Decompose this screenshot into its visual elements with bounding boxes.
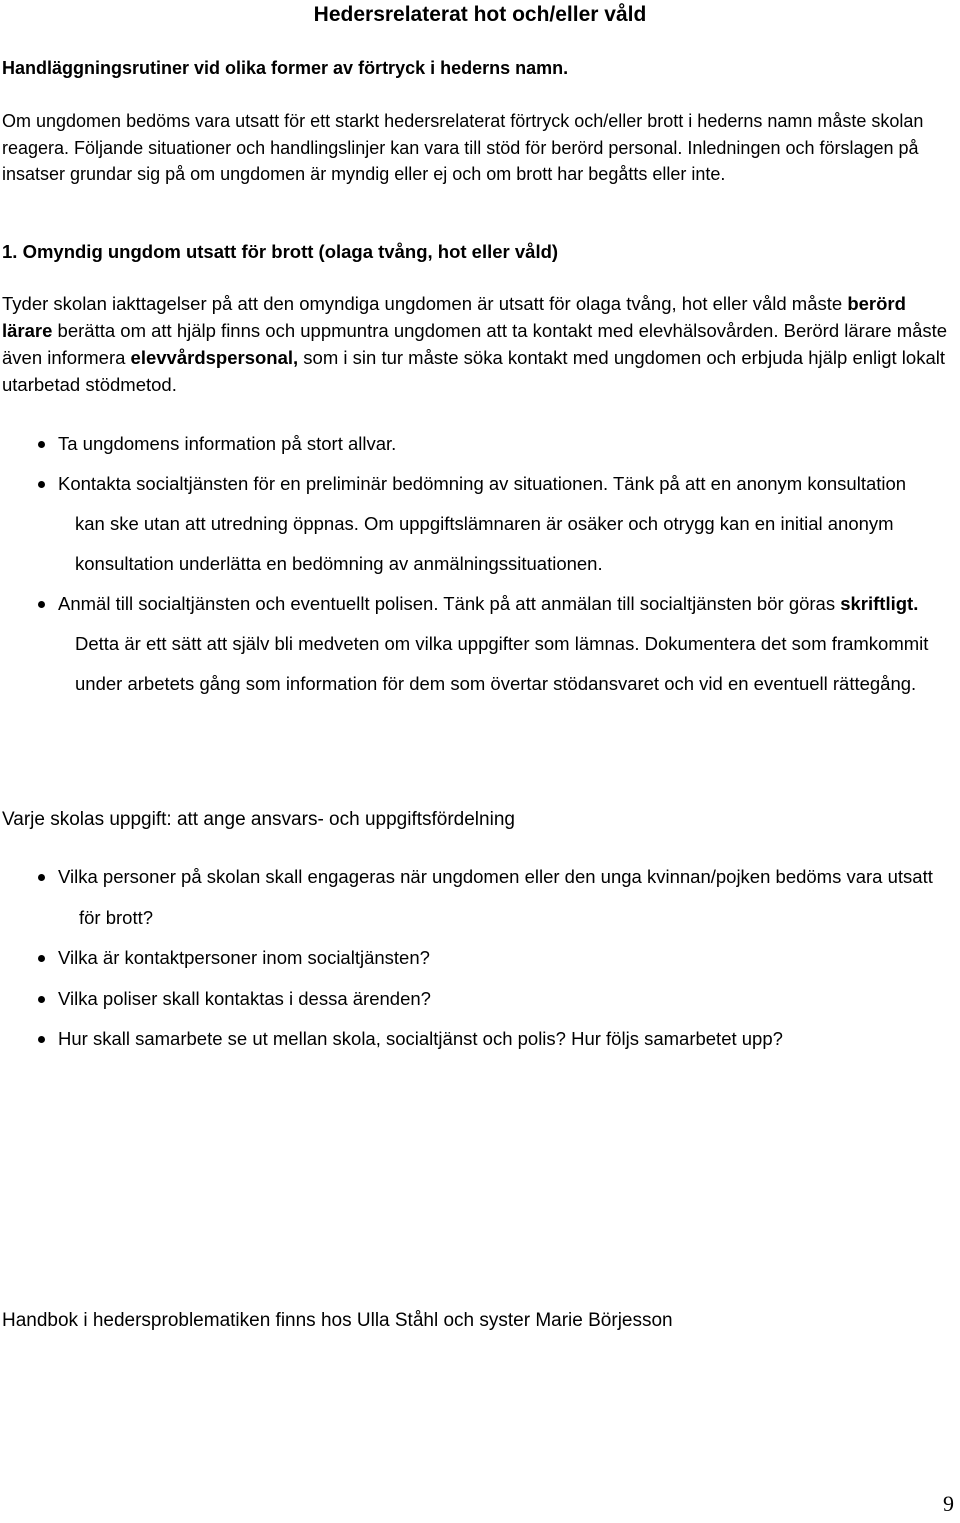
body-text-3: som i sin tur måste söka kontakt med ungdomen och erbjuda hjälp enligt lokalt utarbetad stödmetod. [2,347,945,395]
question-2: Vilka är kontaktpersoner inom socialtjänsten? [58,947,430,968]
school-task-heading: Varje skolas uppgift: att ange ansvars- och uppgiftsfördelning [2,809,515,830]
bullet-icon [38,441,45,448]
question-3: Vilka poliser skall kontaktas i dessa ärenden? [58,987,431,1009]
section-heading: 1. Omyndig ungdom utsatt för brott (olaga tvång, hot eller våld) [2,241,559,262]
action-list [0,424,935,704]
bullet-icon [38,601,45,608]
body-paragraph [2,290,950,398]
list-item [0,1019,945,1060]
list-item [0,464,935,584]
page-number: 9 [943,1491,954,1516]
bullet-icon [38,481,45,488]
action-item-1: Ta ungdomens information på stort allvar. [58,433,397,454]
footer-note: Handbok i hedersproblematiken finns hos Ulla Ståhl och syster Marie Börjesson [2,1310,673,1331]
question-list [0,857,945,1060]
action-item-3-text: Anmäl till socialtjänsten och eventuellt polisen. Tänk på att anmälan till socialtjänsten bör göras [58,593,841,614]
question-1: Vilka personer på skolan skall engageras när ungdomen eller den unga kvinnan/pojken bedöms vara utsatt för brott? [58,866,933,928]
bullet-icon [38,1036,45,1043]
action-item-3-bold: skriftligt. [840,593,919,614]
bullet-icon [38,996,45,1003]
list-item [0,857,945,938]
body-text-2: berätta om att hjälp finns och uppmuntra ungdomen att ta kontakt med elevhälsovården. Berörd lärare måste även informera [2,320,948,368]
action-item-2: Kontakta socialtjänsten för en preliminär bedömning av situationen. Tänk på att en anonym konsultation kan ske utan att utredning öppnas. Om uppgiftslämnaren är osäker och otrygg kan en initial anonym konsultation underlätta en bedömning av anmälningssituationen. [58,473,907,574]
body-text-1: Tyder skolan iakttagelser på att den omyndiga ungdomen är utsatt för olaga tvång, hot eller våld måste [2,293,848,314]
bullet-icon [38,955,45,962]
document-subtitle: Handläggningsrutiner vid olika former av förtryck i hederns namn. [2,58,569,78]
action-item-3-text-end: Detta är ett sätt att själv bli medveten om vilka uppgifter som lämnas. Dokumentera det som framkommit under arbetets gång som information för dem som övertar stödansvaret och vid en eventuell rättegång. [75,633,929,694]
list-item [0,424,935,464]
body-bold-1: berörd lärare [2,293,906,341]
body-bold-2: elevvårdspersonal, [130,347,299,368]
list-item [0,584,935,704]
intro-paragraph: Om ungdomen bedöms vara utsatt för ett starkt hedersrelaterat förtryck och/eller brott i hederns namn måste skolan reagera. Följande situationer och handlingslinjer kan vara till stöd för berörd personal. Inledningen och förslagen på insatser grundar sig på om ungdomen är myndig eller ej och om brott har begåtts eller inte. [2,111,924,184]
question-4: Hur skall samarbete se ut mellan skola, socialtjänst och polis? Hur följs samarbetet upp? [58,1028,783,1049]
action-item-3 [58,593,928,694]
document-title: Hedersrelaterat hot och/eller våld [313,3,647,26]
bullet-icon [38,874,45,881]
list-item [0,979,945,1020]
list-item [0,938,945,979]
